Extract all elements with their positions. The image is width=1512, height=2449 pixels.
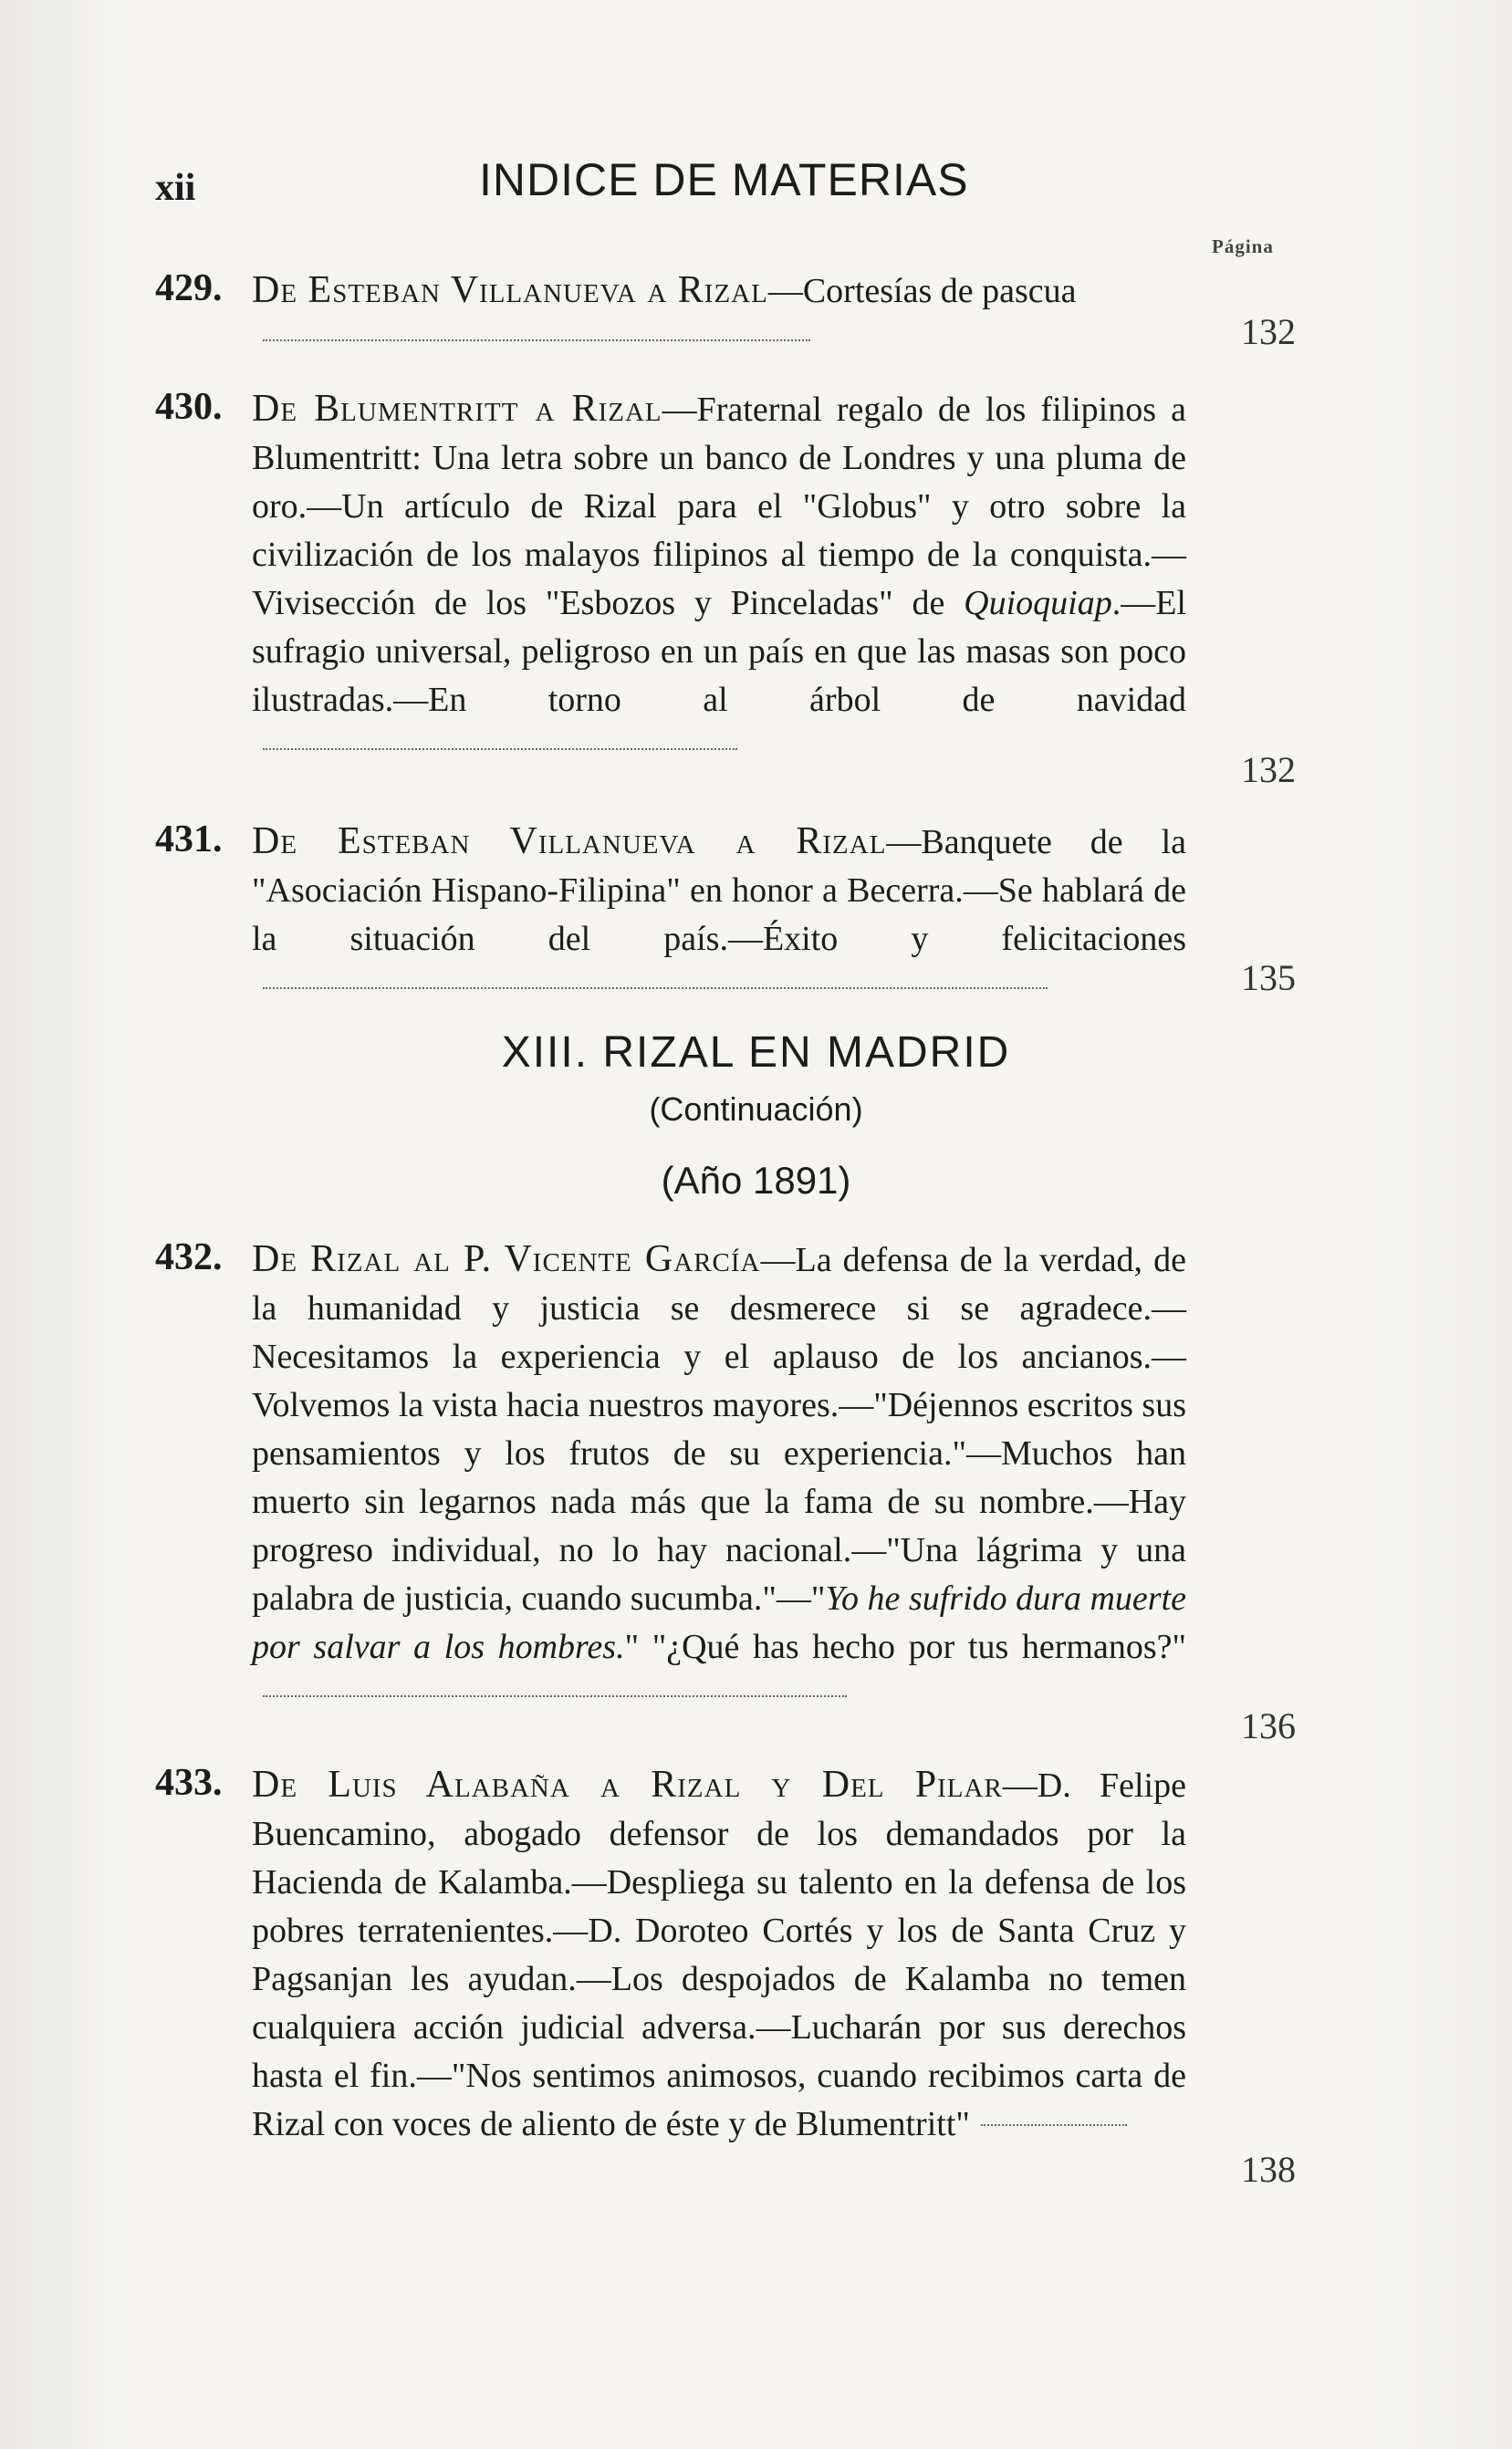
entry-number: 432. xyxy=(155,1236,223,1278)
entry-summary-end: " "¿Qué has hecho por tus hermanos?" xyxy=(624,1628,1187,1666)
entry-heading: De Blumentritt a Rizal xyxy=(252,388,662,430)
entry-heading: De Luis Alabaña a Rizal y Del Pilar xyxy=(252,1764,1003,1806)
page-header xyxy=(155,153,1332,217)
section-year: (Año 1891) xyxy=(661,1159,851,1202)
entry-summary: —Banquete de la "Asociación Hispano-Filipina" en honor a Becerra.—Se hablará de la situación del país.—Éxito y felicitaciones xyxy=(252,823,1186,958)
entry-summary-end: .—El sufragio universal, peligroso en un país en que las masas son poco ilustradas.—En torno al árbol de navidad xyxy=(252,584,1186,719)
toc-entry-431 xyxy=(155,818,1332,1012)
dot-leader xyxy=(263,1695,847,1697)
page-number: xii xyxy=(155,167,196,209)
entry-number: 429. xyxy=(155,267,223,309)
toc-entry-429 xyxy=(155,266,1332,364)
entry-page: 132 xyxy=(1241,311,1296,352)
entry-heading: De Esteban Villanueva a Rizal xyxy=(252,820,887,862)
running-title: INDICE DE MATERIAS xyxy=(479,154,969,205)
entry-page: 132 xyxy=(1241,749,1296,790)
page-column-label: Página xyxy=(1212,235,1274,257)
entry-heading: De Esteban Villanueva a Rizal xyxy=(252,269,768,311)
entry-number: 431. xyxy=(155,818,223,860)
dot-leader xyxy=(263,748,737,750)
entry-page: 136 xyxy=(1241,1705,1296,1746)
entry-summary-italic: Quioquiap xyxy=(964,584,1112,622)
entry-number: 430. xyxy=(155,386,223,428)
section-title: XIII. RIZAL EN MADRID xyxy=(501,1028,1011,1077)
entry-page: 135 xyxy=(1241,957,1296,998)
dot-leader xyxy=(981,2124,1127,2126)
section-subtitle: (Continuación) xyxy=(649,1090,863,1128)
entry-heading: De Rizal al P. Vicente García xyxy=(252,1238,761,1280)
dot-leader xyxy=(263,339,810,341)
entry-summary: —Fraternal regalo de los filipinos a Blumentritt: Una letra sobre un banco de Londres y una pluma de oro.—Un artículo de Rizal para el "Globus" y otro sobre la civilización de los malayos filipinos al tiempo de la conquista.—Vivisección de los "Esbozos y Pinceladas" de xyxy=(252,391,1186,622)
entry-page: 138 xyxy=(1241,2149,1296,2190)
entry-summary-italic: Yo he sufrido dura muerte por salvar a los hombres. xyxy=(252,1579,1186,1666)
entry-summary: —La defensa de la verdad, de la humanidad y justicia se desmerece si se agradece.—Necesitamos la experiencia y el aplauso de los ancianos.—Volvemos la vista hacia nuestros mayores.—"Déjennos escritos sus pensamientos y los frutos de su experiencia."—Muchos han muerto sin legarnos nada más que la fama de su nombre.—Hay progreso individual, no lo hay nacional.—"Una lágrima y una palabra de justicia, cuando sucumba."—" xyxy=(252,1241,1186,1618)
entry-summary: —D. Felipe Buencamino, abogado defensor de los demandados por la Hacienda de Kalamba.—Despliega su talento en la defensa de los pobres terratenientes.—D. Doroteo Cortés y los de Santa Cruz y Pagsanjan les ayudan.—Los despojados de Kalamba no temen cualquiera acción judicial adversa.—Lucharán por sus derechos hasta el fin.—"Nos sentimos animosos, cuando recibimos carta de Rizal con voces de aliento de éste y de Blumentritt" xyxy=(252,1766,1186,2143)
toc-entry-432 xyxy=(155,1235,1332,1746)
entry-number: 433. xyxy=(155,1762,223,1804)
dot-leader xyxy=(263,987,1048,989)
entry-summary: —Cortesías de pascua xyxy=(767,272,1077,310)
toc-entry-430 xyxy=(155,385,1332,790)
toc-entry-433 xyxy=(155,1761,1332,2190)
